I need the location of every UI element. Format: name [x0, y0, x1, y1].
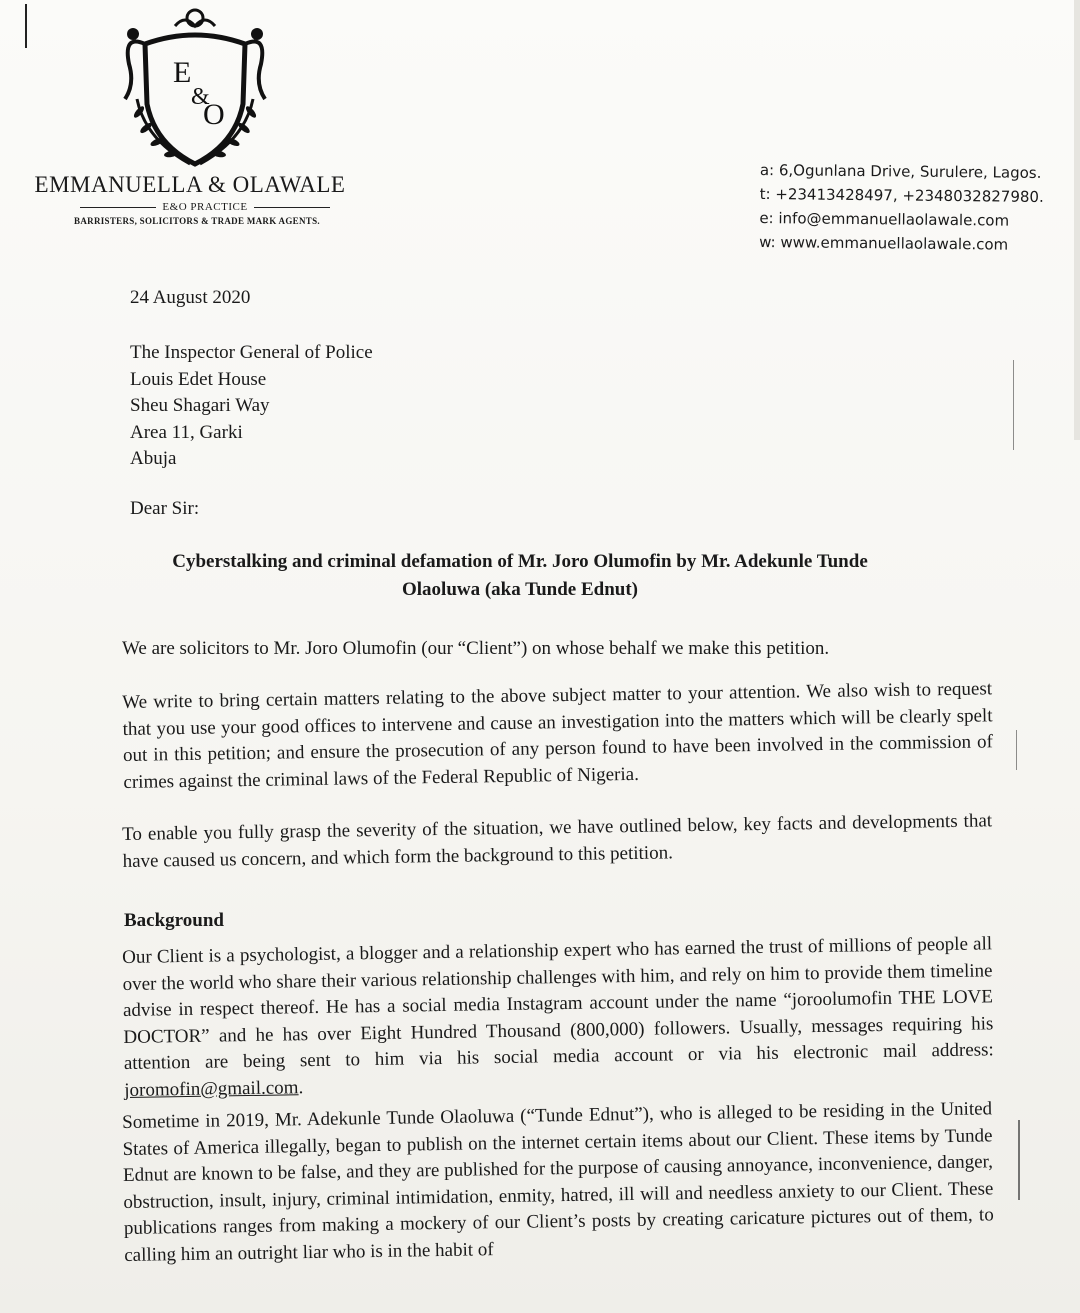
background-heading: Background: [124, 910, 224, 931]
contact-email: e: info@emmanuellaolawale.com: [759, 208, 1010, 230]
firm-name: EMMANUELLA & OLAWALE: [34, 172, 346, 197]
divider-rule: [254, 207, 330, 208]
contact-website: w: www.emmanuellaolawale.com: [759, 232, 1009, 254]
paragraph-intro: We are solicitors to Mr. Joro Olumofin (our “Client”) on whose behalf we make this petition.: [122, 638, 830, 659]
scan-edge-mark: [1074, 0, 1080, 440]
crest-letter-o: O: [203, 98, 225, 131]
recipient-line: Area 11, Garki: [130, 421, 243, 443]
contact-address: a: 6,Ogunlana Drive, Surulere, Lagos.: [759, 160, 1042, 182]
recipient-address: [130, 340, 373, 473]
practice-row: [80, 199, 330, 215]
subject-line-1: Cyberstalking and criminal defamation of Mr. Joro Olumofin by Mr. Adekunle Tunde: [172, 551, 868, 572]
letter-date: 24 August 2020: [130, 287, 251, 308]
recipient-line: Sheu Shagari Way: [130, 395, 270, 416]
scan-edge-mark: [1016, 730, 1017, 770]
recipient-line: Louis Edet House: [130, 368, 267, 390]
contact-phone: t: +23413428497, +2348032827980.: [759, 184, 1044, 206]
recipient-line: Abuja: [130, 448, 177, 469]
firm-tagline: BARRISTERS, SOLICITORS & TRADE MARK AGENTS.: [74, 216, 320, 226]
letterhead: [20, 0, 350, 240]
subject-heading: [130, 548, 910, 604]
firm-crest-logo: [115, 4, 275, 174]
scan-edge-mark: [1013, 360, 1014, 450]
client-email-link[interactable]: joromofin@gmail.com: [124, 1076, 299, 1101]
paragraph-allegations: Sometime in 2019, Mr. Adekunle Tunde Olaoluwa (“Tunde Ednut”), who is alleged to be residing in the United States of America illegally, began to publish on the internet certain items about our Client. These items by Tunde Ednut are known to be false, and they are published for the purpose of causing annoyance, inconvenience, danger, obstruction, insult, injury, criminal intimidation, enmity, hatred, ill will and needless anxiety to our Client. These publications ranges from making a mockery of our Client’s posts by creating caricature pictures out of them, to calling him an outright liar who is in the habit of: [122, 1098, 994, 1266]
salutation: Dear Sir:: [130, 498, 200, 519]
paragraph-request: We write to bring certain matters relating to the above subject matter to your attention. We also wish to request that you use your good offices to intervene and cause an investigation into the matters which will be clearly spelt out in this petition; and ensure the prosecution of any person found to have been involved in the commission of crimes against the criminal laws of the Federal Republic of Nigeria.: [122, 678, 994, 793]
paragraph-purpose: To enable you fully grasp the severity of the situation, we have outlined below, key facts and developments that have caused us concern, and which form the background to this petition.: [122, 810, 993, 872]
paragraph-text: Our Client is a psychologist, a blogger and a relationship expert who has earned the trust of millions of people all over the world who share their various relationship challenges with him, and rely on him to provide them timeline advise in respect thereof. He has a social media Instagram account under the name “joroolumofin THE LOVE DOCTOR” and he has over Eight Hundred Thousand (800,000) followers. Usually, messages requiring his attention are being sent to him via his social media account or via his electronic mail address:: [122, 933, 994, 1074]
scan-edge-mark: [1018, 1120, 1020, 1200]
subject-line-2: Olaoluwa (aka Tunde Ednut): [401, 579, 638, 600]
paragraph-end: .: [298, 1076, 304, 1098]
recipient-line: The Inspector General of Police: [130, 342, 373, 363]
divider-rule: [80, 207, 156, 208]
crest-letter-amp: &: [191, 84, 210, 110]
contact-block: [759, 158, 1070, 257]
paragraph-client-background: [122, 931, 994, 1104]
crest-letter-e: E: [173, 56, 192, 89]
practice-label: E&O PRACTICE: [162, 201, 248, 213]
